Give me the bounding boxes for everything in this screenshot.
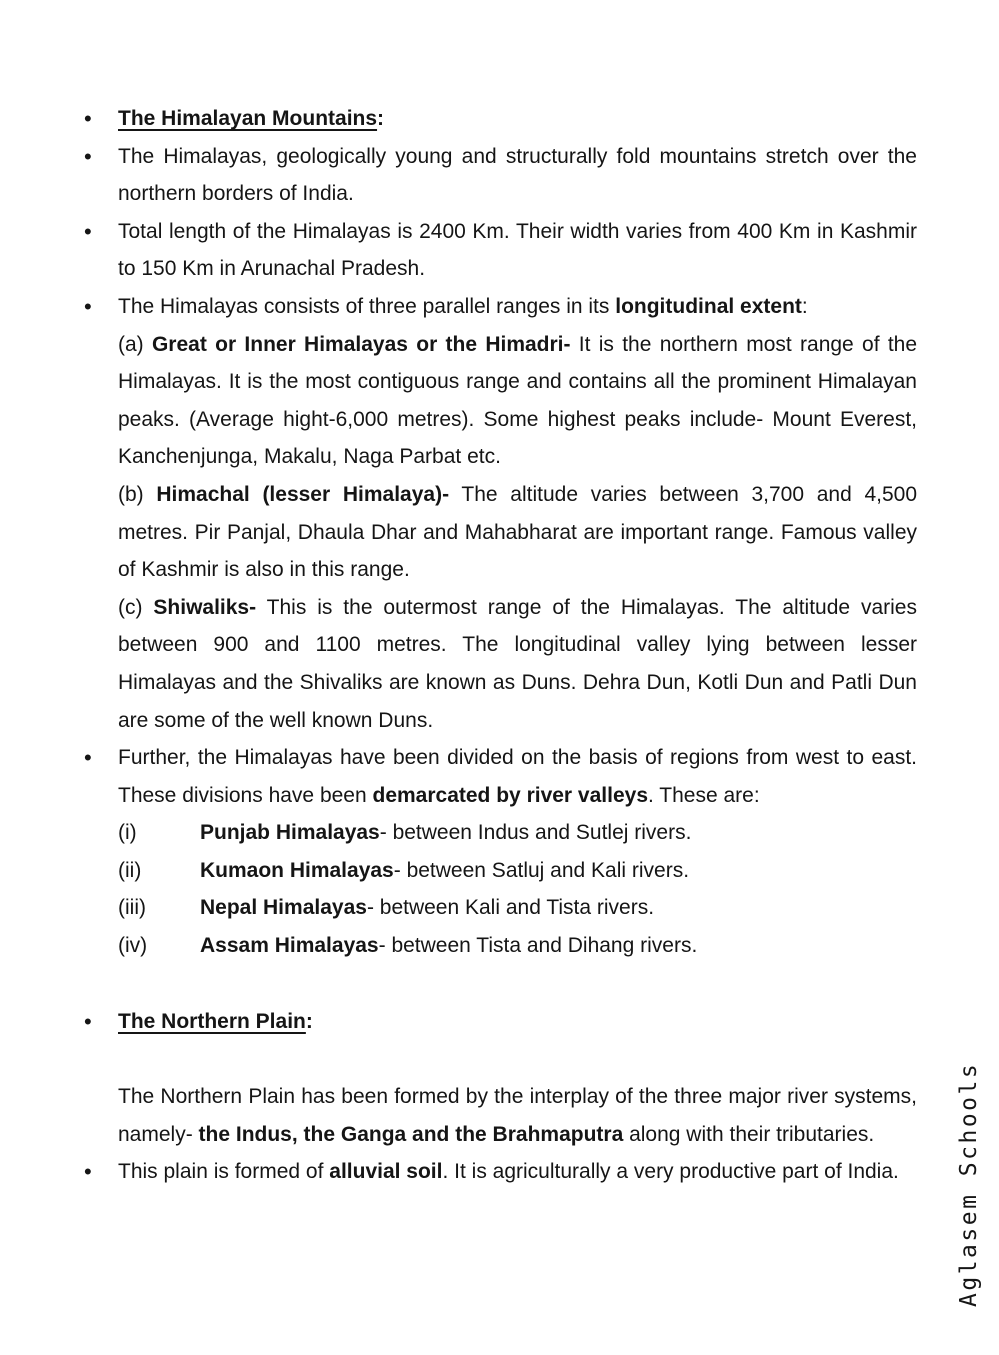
watermark-aglasem-schools: Aglasem Schools xyxy=(956,1061,982,1307)
text-run: : xyxy=(801,294,808,318)
numbered-item xyxy=(84,927,917,965)
text-run: : xyxy=(377,107,385,130)
text-run: Assam Himalayas xyxy=(200,934,379,958)
numbered-item xyxy=(84,852,917,890)
sub-paragraph xyxy=(84,1078,917,1153)
text-run: The Himalayas consists of three parallel ranges in its xyxy=(118,294,616,318)
text-run: . These are: xyxy=(648,783,760,807)
paragraph-text xyxy=(200,927,917,965)
bullet-icon: • xyxy=(84,293,92,319)
bullet-item xyxy=(84,1153,917,1191)
paragraph-text xyxy=(118,213,917,288)
sub-paragraph xyxy=(84,326,917,476)
text-run: - between Tista and Dihang rivers. xyxy=(378,934,698,958)
bullet-icon: • xyxy=(84,218,92,244)
text-run: . It is agriculturally a very productive part of India. xyxy=(442,1160,899,1184)
text-run: - between Indus and Sutlej rivers. xyxy=(379,821,692,845)
paragraph-text xyxy=(118,138,917,213)
bullet-icon: • xyxy=(84,1008,92,1034)
list-marker: (ii) xyxy=(118,858,142,882)
text-run: The Northern Plain has been formed by the interplay of the three major river systems, namely- xyxy=(118,1085,917,1146)
text-run: The Northern Plain xyxy=(118,1009,306,1033)
text-run: demarcated by river valleys xyxy=(372,783,649,807)
bullet-item xyxy=(84,288,917,326)
text-run: Nepal Himalayas xyxy=(200,896,367,920)
paragraph-text xyxy=(200,889,917,927)
text-run: (c) xyxy=(118,595,154,619)
text-run: the Indus, the Ganga and the Brahmaputra xyxy=(198,1122,624,1146)
blank-line xyxy=(84,1040,917,1078)
text-run: - between Satluj and Kali rivers. xyxy=(393,858,690,882)
text-run: The altitude varies between 3,700 and 4,500 metres. Pir Panjal, Dhaula Dhar and Mahabharat are important range. Famous valley of Kashmir is also in this range. xyxy=(118,482,918,582)
paragraph-text xyxy=(118,739,917,814)
text-run: longitudinal extent xyxy=(615,294,802,318)
bullet-icon: • xyxy=(84,106,92,131)
text-run: Total length of the Himalayas is 2400 Km. Their width varies from 400 Km in Kashmir to 150 Km in Arunachal Pradesh. xyxy=(118,219,917,281)
text-run: : xyxy=(305,1009,313,1033)
bullet-icon: • xyxy=(84,143,92,169)
paragraph-text xyxy=(118,288,917,326)
paragraph-text xyxy=(118,100,917,138)
bullet-item xyxy=(84,213,917,288)
text-run: This plain is formed of xyxy=(118,1160,330,1184)
numbered-item xyxy=(84,814,917,852)
paragraph-text xyxy=(118,1003,917,1041)
numbered-item xyxy=(84,889,917,927)
paragraph-text xyxy=(118,326,917,476)
bullet-item xyxy=(84,1003,917,1041)
text-run: Punjab Himalayas xyxy=(200,821,380,845)
text-run: This is the outermost range of the Himalayas. The altitude varies between 900 and 1100 metres. The longitudinal valley lying between lesser Himalayas and the Shivaliks are known as Duns. Dehra Dun, Kotli Dun and Patli Dun are some of the well known Duns. xyxy=(118,595,917,732)
paragraph-text xyxy=(200,852,917,890)
bullet-item xyxy=(84,739,917,814)
text-run: (a) xyxy=(118,332,152,356)
paragraph-text xyxy=(118,589,917,739)
text-run: Shiwaliks- xyxy=(153,595,257,619)
bullet-item xyxy=(84,138,917,213)
text-run: Great or Inner Himalayas or the Himadri- xyxy=(151,332,571,356)
paragraph-text xyxy=(118,1078,917,1153)
sub-paragraph xyxy=(84,589,917,739)
text-run: The Himalayan Mountains xyxy=(118,107,378,130)
bullet-icon: • xyxy=(84,745,92,771)
list-marker: (iv) xyxy=(118,934,148,958)
list-marker: (iii) xyxy=(118,896,146,920)
text-run: along with their tributaries. xyxy=(623,1122,875,1146)
text-run: (b) xyxy=(118,482,157,506)
blank-line xyxy=(84,965,917,1003)
list-marker: (i) xyxy=(118,821,137,845)
paragraph-text xyxy=(118,1153,917,1191)
paragraph-text xyxy=(200,814,917,852)
text-run: Himachal (lesser Himalaya)- xyxy=(156,482,450,506)
text-run: - between Kali and Tista rivers. xyxy=(366,896,655,920)
bullet-icon: • xyxy=(84,1159,92,1185)
text-run: Kumaon Himalayas xyxy=(200,858,394,882)
paragraph-text xyxy=(118,476,917,589)
text-run: Further, the Himalayas have been divided on the basis of regions from west to east. These divisions have been xyxy=(118,746,917,807)
sub-paragraph xyxy=(84,476,917,589)
text-run: The Himalayas, geologically young and structurally fold mountains stretch over the northern borders of India. xyxy=(118,144,917,206)
bullet-item xyxy=(84,100,917,138)
text-run: It is the northern most range of the Himalayas. It is the most contiguous range and contains all the prominent Himalayan peaks. (Average hight-6,000 metres). Some highest peaks include- Mount Everest, Kanchenjunga, Makalu, Naga Parbat etc. xyxy=(118,332,918,469)
text-run: alluvial soil xyxy=(329,1160,443,1184)
